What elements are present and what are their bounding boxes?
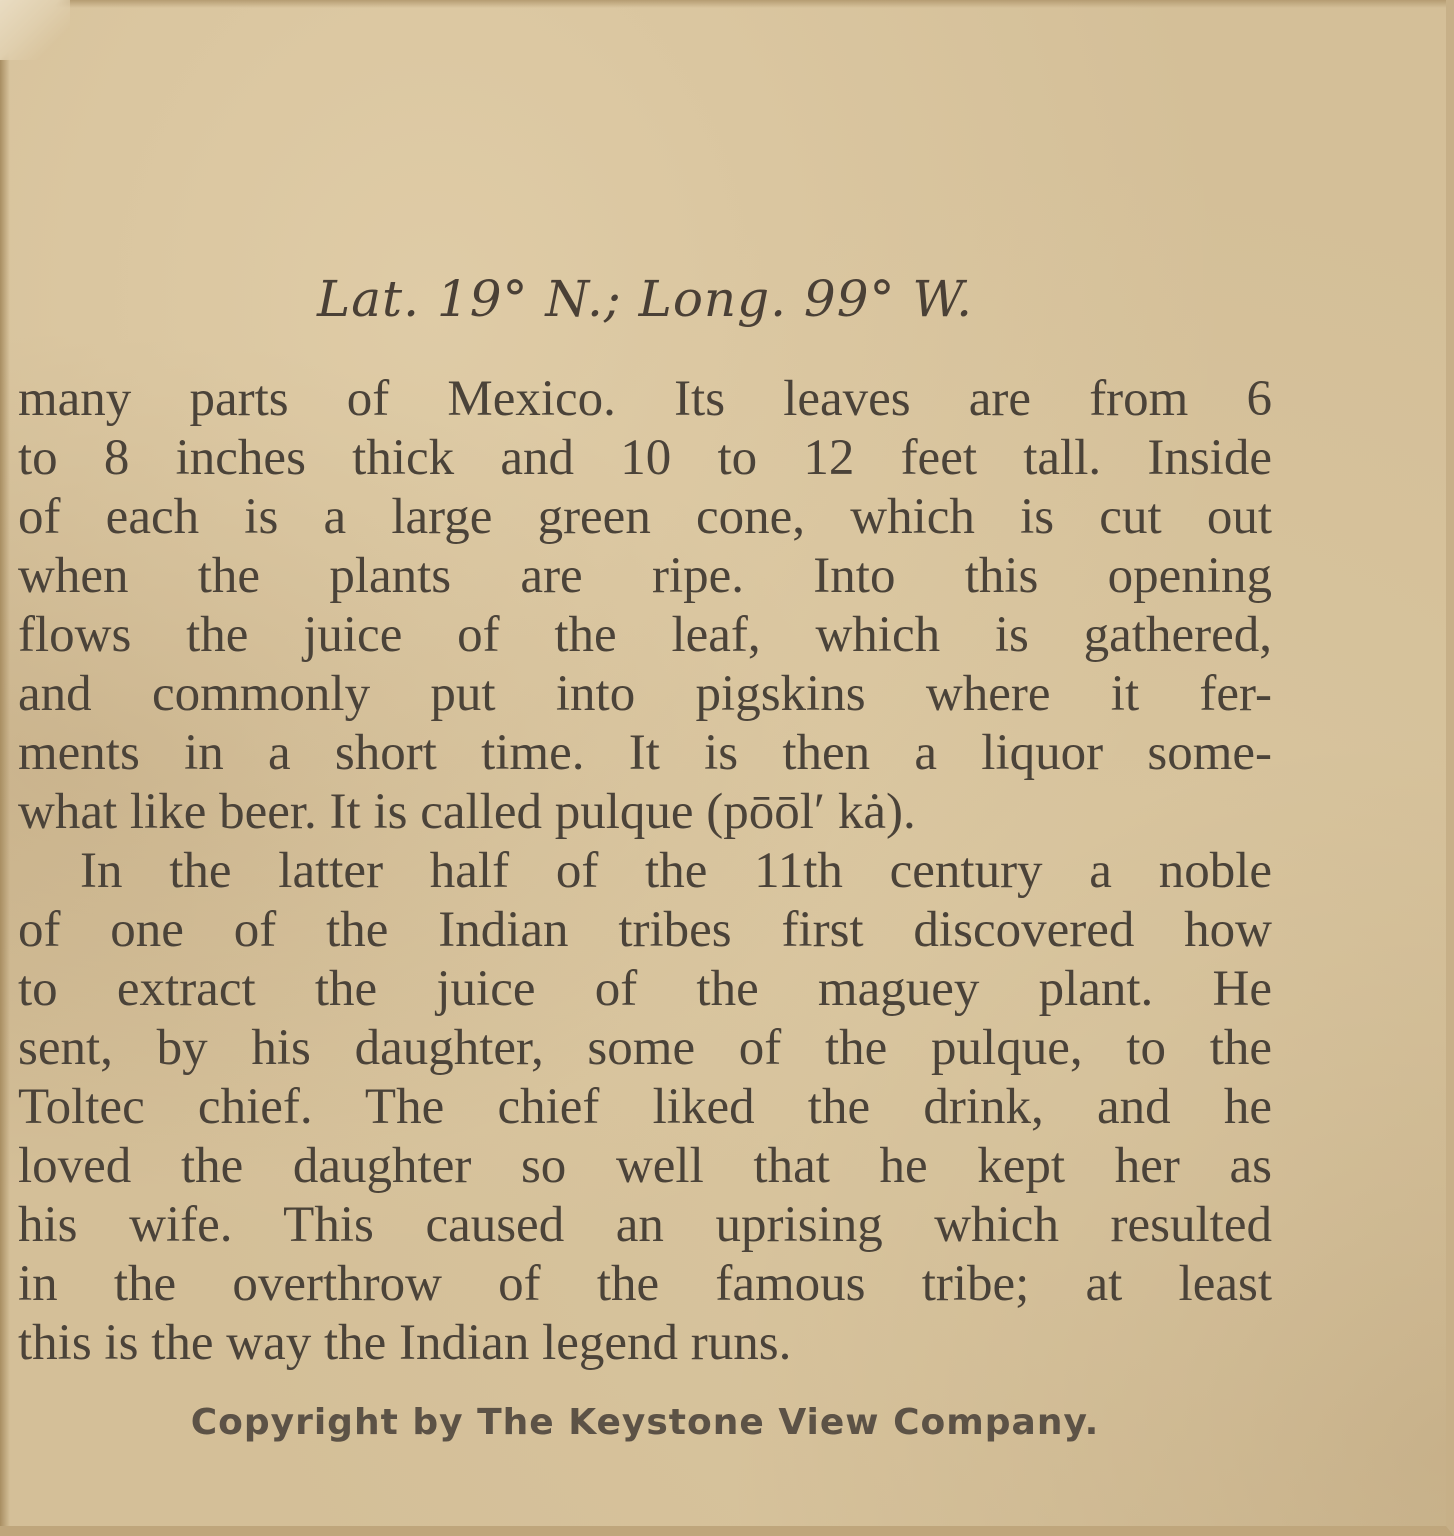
text-line: flows the juice of the leaf, which is gathered,: [18, 607, 1272, 663]
paragraph-1: [18, 370, 1272, 842]
text-line: sent, by his daughter, some of the pulque, to the: [18, 1020, 1272, 1076]
text-line: when the plants are ripe. Into this opening: [18, 548, 1272, 604]
coordinates-heading: Lat. 19° N.; Long. 99° W.: [317, 270, 973, 328]
text-line: of one of the Indian tribes first discovered how: [18, 902, 1272, 958]
card-left-edge: [0, 0, 10, 1526]
description-text: [18, 370, 1272, 1373]
text-line: to 8 inches thick and 10 to 12 feet tall. Inside: [18, 430, 1272, 486]
text-line: In the latter half of the 11th century a noble: [80, 843, 1272, 899]
text-line: and commonly put into pigskins where it fer-: [18, 666, 1272, 722]
text-line: his wife. This caused an uprising which resulted: [18, 1197, 1272, 1253]
text-line: in the overthrow of the famous tribe; at least: [18, 1256, 1272, 1312]
copyright-notice: Copyright by The Keystone View Company.: [190, 1402, 1100, 1443]
text-line: this is the way the Indian legend runs.: [18, 1315, 792, 1371]
torn-corner: [0, 0, 70, 60]
card-top-edge: [0, 0, 1446, 8]
text-line: of each is a large green cone, which is cut out: [18, 489, 1272, 545]
paragraph-2: [18, 842, 1272, 1373]
text-line: loved the daughter so well that he kept her as: [18, 1138, 1272, 1194]
text-line: ments in a short time. It is then a liquor some-: [18, 725, 1272, 781]
text-line: what like beer. It is called pulque (pōōl′ kȧ).: [18, 784, 916, 840]
text-line: Toltec chief. The chief liked the drink, and he: [18, 1079, 1272, 1135]
text-line: to extract the juice of the maguey plant. He: [18, 961, 1272, 1017]
text-line: many parts of Mexico. Its leaves are from 6: [18, 371, 1272, 427]
